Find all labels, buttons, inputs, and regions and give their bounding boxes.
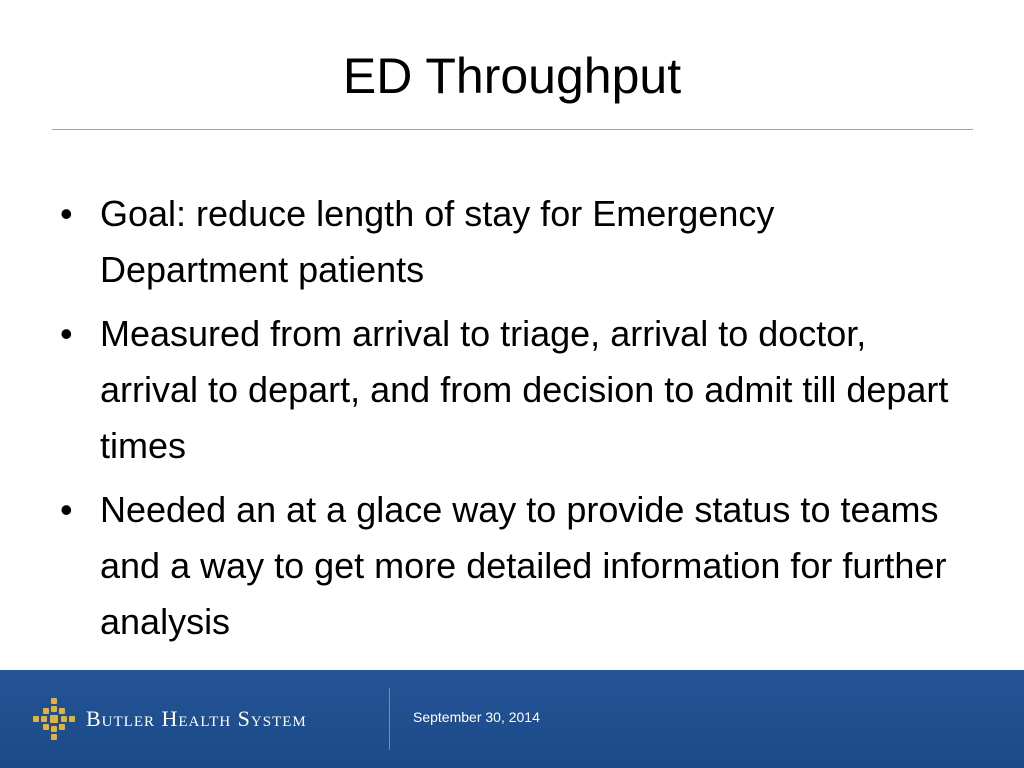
title-divider xyxy=(52,129,973,130)
bullet-item xyxy=(58,186,958,298)
bullet-item xyxy=(58,306,958,474)
organization-name: Butler Health System xyxy=(86,706,307,731)
bullet-item xyxy=(58,482,958,650)
slide-date: September 30, 2014 xyxy=(413,709,540,725)
bullet-text: Measured from arrival to triage, arrival to doctor, arrival to depart, and from decision to admit till depart times xyxy=(100,313,949,466)
bullet-text: Goal: reduce length of stay for Emergency Department patients xyxy=(100,193,775,290)
bullet-glyph: • xyxy=(60,489,73,530)
bullet-glyph: • xyxy=(60,313,73,354)
organization-logo xyxy=(32,694,307,744)
bullet-text: Needed an at a glace way to provide status to teams and a way to get more detailed information for further analysis xyxy=(100,489,947,642)
footer-divider xyxy=(389,688,390,750)
bullet-glyph: • xyxy=(60,193,73,234)
cross-logo-icon xyxy=(32,697,76,741)
bullet-list xyxy=(58,186,958,658)
slide-title: ED Throughput xyxy=(342,48,682,104)
